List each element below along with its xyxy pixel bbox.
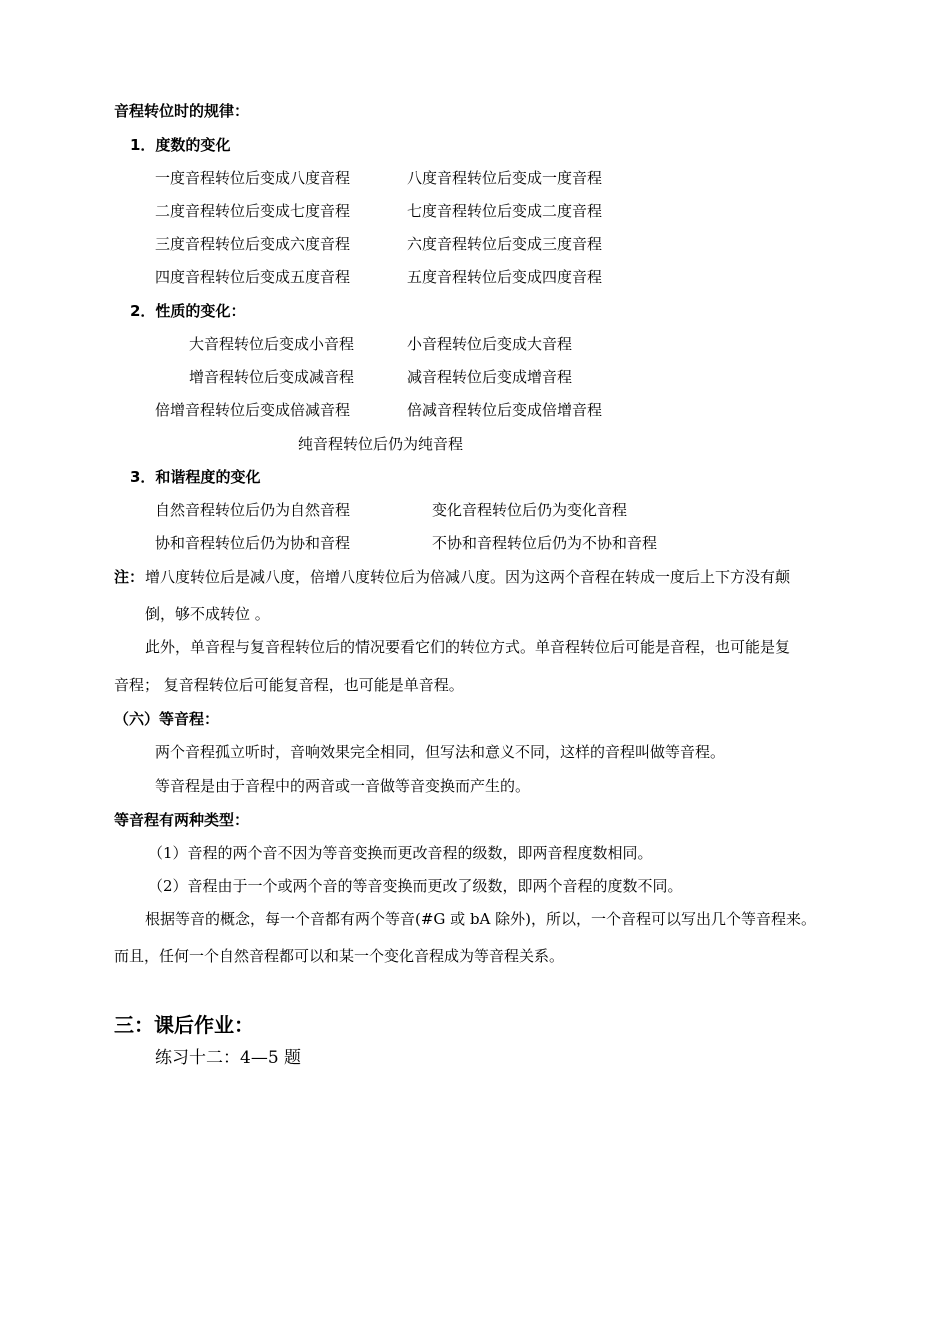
extra-line1: 此外，单音程与复音程转位后的情况要看它们的转位方式。单音程转位后可能是音程，也可能是复 bbox=[145, 638, 791, 656]
section6-title: （六）等音程： bbox=[114, 710, 220, 728]
note-label: 注： bbox=[114, 568, 145, 586]
types-para1: 根据等音的概念，每一个音都有两个等音(#G 或 bA 除外)，所以，一个音程可以写出几个等音程来。 bbox=[145, 910, 816, 928]
section1-row4-right: 五度音程转位后变成四度音程 bbox=[407, 268, 603, 286]
section1-row4-left: 四度音程转位后变成五度音程 bbox=[155, 268, 351, 286]
types-item2: （2）音程由于一个或两个音的等音变换而更改了级数，即两个音程的度数不同。 bbox=[148, 877, 683, 895]
section2-row1-right: 小音程转位后变成大音程 bbox=[407, 335, 573, 353]
section1-row2-left: 二度音程转位后变成七度音程 bbox=[155, 202, 351, 220]
section2-row3-left: 倍增音程转位后变成倍减音程 bbox=[155, 401, 351, 419]
section2-row3-right: 倍减音程转位后变成倍增音程 bbox=[407, 401, 603, 419]
section1-row3-right: 六度音程转位后变成三度音程 bbox=[407, 235, 603, 253]
main-heading: 音程转位时的规律： bbox=[114, 102, 250, 120]
section2-row2-left: 增音程转位后变成减音程 bbox=[189, 368, 355, 386]
section6-p1: 两个音程孤立听时，音响效果完全相同，但写法和意义不同，这样的音程叫做等音程。 bbox=[155, 743, 726, 761]
section2-row1-left: 大音程转位后变成小音程 bbox=[189, 335, 355, 353]
section1-row2-right: 七度音程转位后变成二度音程 bbox=[407, 202, 603, 220]
note-line1: 增八度转位后是减八度，倍增八度转位后为倍减八度。因为这两个音程在转成一度后上下方没有颠 bbox=[145, 568, 791, 586]
section6-p2: 等音程是由于音程中的两音或一音做等音变换而产生的。 bbox=[155, 777, 531, 795]
types-item1: （1）音程的两个音不因为等音变换而更改音程的级数，即两音程度数相同。 bbox=[148, 844, 653, 862]
section1-row1-right: 八度音程转位后变成一度音程 bbox=[407, 169, 603, 187]
note-line2: 倒，够不成转位 。 bbox=[145, 605, 270, 623]
extra-line2: 音程； 复音程转位后可能复音程，也可能是单音程。 bbox=[114, 676, 464, 694]
section1-title: 1．度数的变化 bbox=[130, 136, 231, 154]
homework-title: 三：课后作业： bbox=[114, 1013, 254, 1037]
section1-row1-left: 一度音程转位后变成八度音程 bbox=[155, 169, 351, 187]
section3-row1-right: 变化音程转位后仍为变化音程 bbox=[432, 501, 628, 519]
section3-row2-left: 协和音程转位后仍为协和音程 bbox=[155, 534, 351, 552]
section3-title: 3．和谐程度的变化 bbox=[130, 468, 261, 486]
section2-row2-right: 减音程转位后变成增音程 bbox=[407, 368, 573, 386]
section1-row3-left: 三度音程转位后变成六度音程 bbox=[155, 235, 351, 253]
section3-row1-left: 自然音程转位后仍为自然音程 bbox=[155, 501, 351, 519]
section2-title: 2．性质的变化： bbox=[130, 302, 246, 320]
types-para2: 而且，任何一个自然音程都可以和某一个变化音程成为等音程关系。 bbox=[114, 947, 565, 965]
section3-row2-right: 不协和音程转位后仍为不协和音程 bbox=[432, 534, 658, 552]
homework-item: 练习十二：4—5 题 bbox=[155, 1048, 302, 1068]
section2-pure: 纯音程转位后仍为纯音程 bbox=[298, 435, 464, 453]
types-title: 等音程有两种类型： bbox=[114, 811, 250, 829]
